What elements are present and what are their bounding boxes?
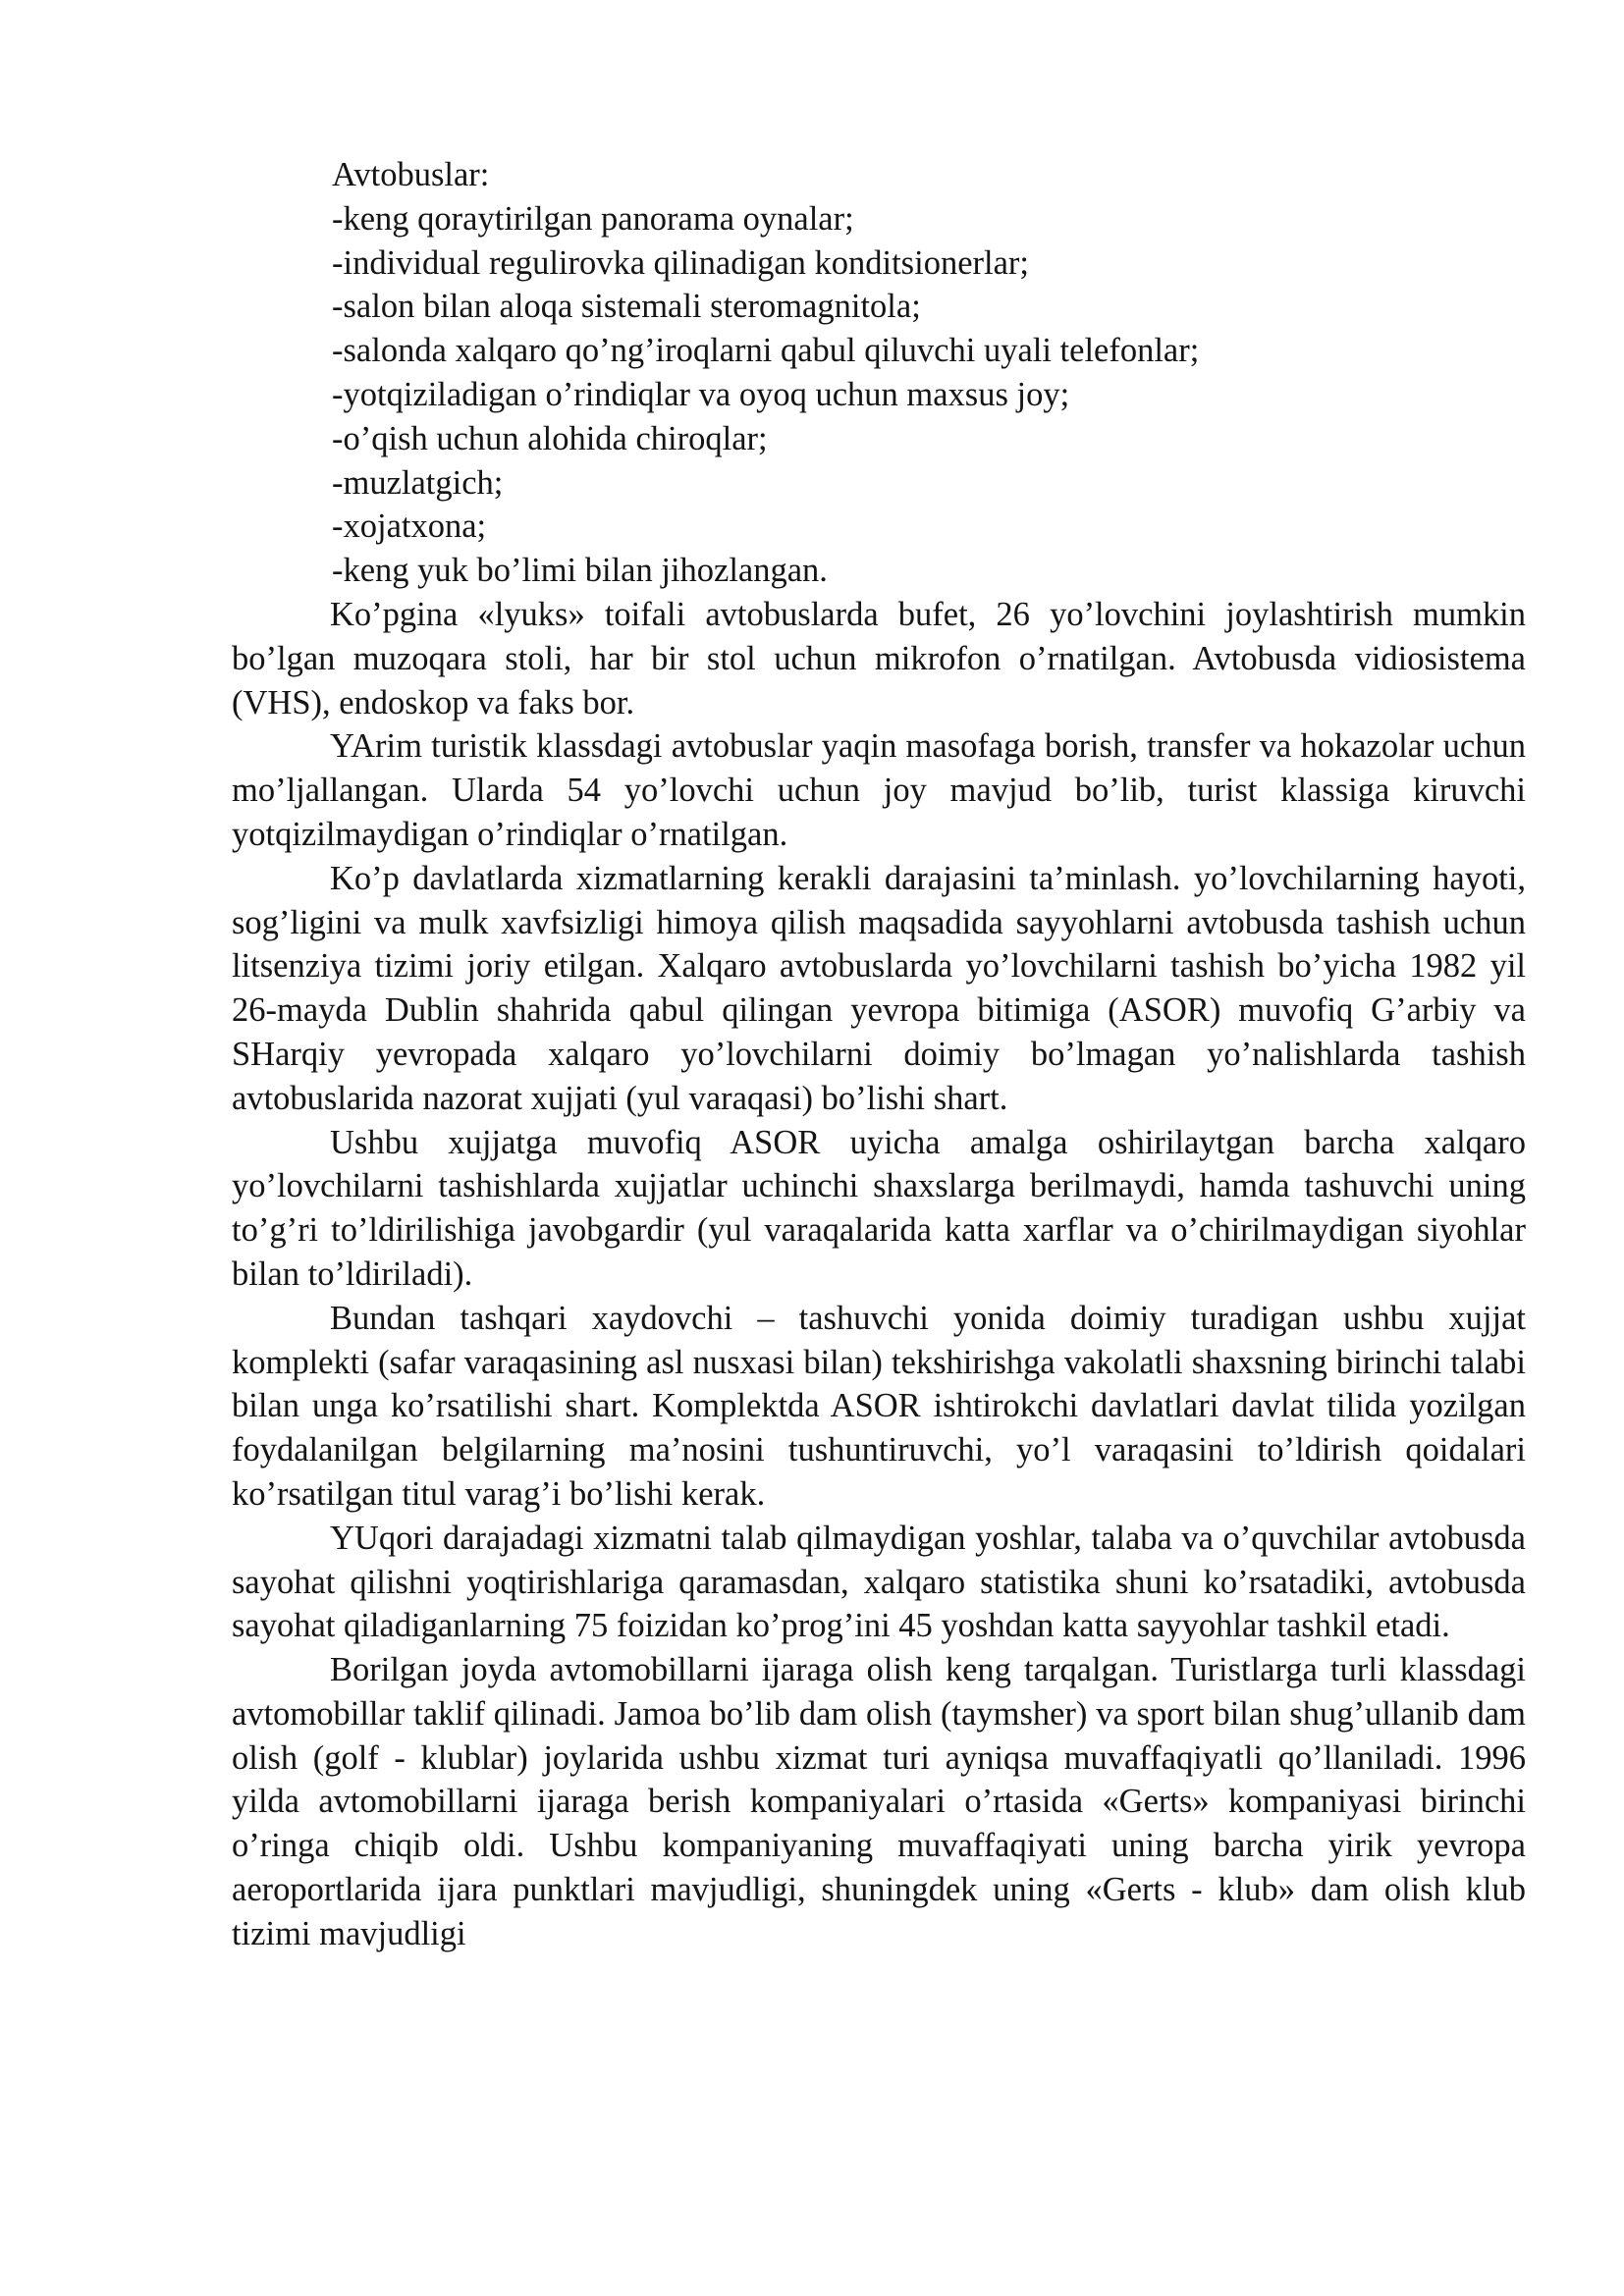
document-page <box>232 153 1526 1956</box>
list-item: -salonda xalqaro qo’ng’iroqlarni qabul qiluvchi uyali telefonlar; <box>332 332 1200 370</box>
paragraph-asor-documents: Ushbu xujjatga muvofiq ASOR uyicha amalga oshirilaytgan barcha xalqaro yo’lovchilarni tashishlarda xujjatlar uchinchi shaxslarga berilmaydi, hamda tashuvchi uning to’g’ri to’ldirilishiga javobgardir (yul varaqalarida katta xarflar va o’chirilmaydigan siyohlar bilan to’ldiriladi). <box>232 1123 1526 1293</box>
list-item: -muzlatgich; <box>332 463 504 502</box>
list-heading: Avtobuslar: <box>332 156 490 193</box>
list-item: -salon bilan aloqa sistemali steromagnitola; <box>332 288 921 326</box>
paragraph-semi-tourist-buses: YArim turistik klassdagi avtobuslar yaqin masofaga borish, transfer va hokazolar uchun mo’ljallangan. Ularda 54 yo’lovchi uchun joy mavjud bo’lib, turist klassiga kiruvchi yotqizilmaydigan o’rindiqlar o’rnatilgan. <box>232 727 1526 853</box>
paragraph-document-set: Bundan tashqari xaydovchi – tashuvchi yonida doimiy turadigan ushbu xujjat komplekti (safar varaqasining asl nusxasi bilan) tekshirishga vakolatli shaxsning birinchi talabi bilan unga ko’rsatilishi shart. Komplektda ASOR ishtirokchi davlatlari davlat tilida yozilgan foydalanilgan belgilarning ma’nosini tushuntiruvchi, yo’l varaqasini to’ldirish qoidalari ko’rsatilgan titul varag’i bo’lishi kerak. <box>232 1299 1526 1513</box>
list-item: -keng yuk bo’limi bilan jihozlangan. <box>332 552 828 590</box>
list-item: -keng qoraytirilgan panorama oynalar; <box>332 199 854 238</box>
paragraph-statistics: YUqori darajadagi xizmatni talab qilmaydigan yoshlar, talaba va o’quvchilar avtobusda sayohat qilishni yoqtirishlariga qaramasdan, xalqaro statistika shuni ko’rsatadiki, avtobusda sayohat qiladiganlarning 75 foizidan ko’prog’ini 45 yoshdan katta sayyohlar tashkil etadi. <box>232 1519 1526 1645</box>
list-item: -individual regulirovka qilinadigan konditsionerlar; <box>332 243 1029 282</box>
paragraph-licensing: Ko’p davlatlarda xizmatlarning kerakli darajasini ta’minlash. yo’lovchilarning hayoti, sog’ligini va mulk xavfsizligi himoya qilish maqsadida sayyohlarni avtobusda tashish uchun litsenziya tizimi joriy etilgan. Xalqaro avtobuslarda yo’lovchilarni tashish bo’yicha 1982 yil 26-mayda Dublin shahrida qabul qilingan yevropa bitimiga (ASOR) muvofiq G’arbiy va SHarqiy yevropada xalqaro yo’lovchilarni doimiy bo’lmagan yo’nalishlarda tashish avtobuslarida nazorat xujjati (yul varaqasi) bo’lishi shart. <box>232 859 1526 1117</box>
equipment-list <box>332 153 1526 593</box>
list-item: -yotqiziladigan o’rindiqlar va oyoq uchun maxsus joy; <box>332 375 1070 413</box>
list-item: -o’qish uchun alohida chiroqlar; <box>332 419 768 457</box>
paragraph-lux-buses: Ko’pgina «lyuks» toifali avtobuslarda bufet, 26 yo’lovchini joylashtirish mumkin bo’lgan muzoqara stoli, har bir stol uchun mikrofon o’rnatilgan. Avtobusda vidiosistema (VHS), endoskop va faks bor. <box>232 595 1526 721</box>
paragraph-car-rental: Borilgan joyda avtomobillarni ijaraga olish keng tarqalgan. Turistlarga turli klassdagi avtomobillar taklif qilinadi. Jamoa bo’lib dam olish (taymsher) va sport bilan shug’ullanib dam olish (golf - klublar) joylarida ushbu xizmat turi ayniqsa muvaffaqiyatli qo’llaniladi. 1996 yilda avtomobillarni ijaraga berish kompaniyalari o’rtasida «Gerts» kompaniyasi birinchi o’ringa chiqib oldi. Ushbu kompaniyaning muvaffaqiyati uning barcha yirik yevropa aeroportlarida ijara punktlari mavjudligi, shuningdek uning «Gerts - klub» dam olish klub tizimi mavjudligi <box>232 1651 1526 1952</box>
list-item: -xojatxona; <box>332 507 487 546</box>
